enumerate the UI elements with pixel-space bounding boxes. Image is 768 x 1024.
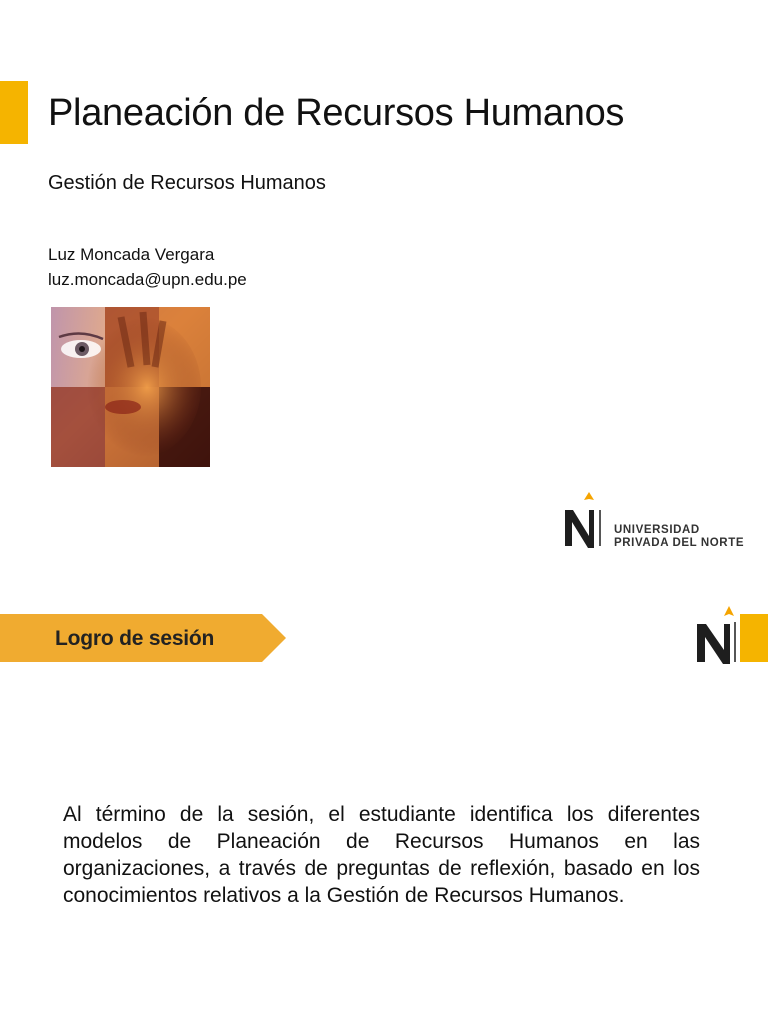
accent-bar [740, 614, 768, 662]
upn-logo-icon [694, 604, 740, 666]
logo-line-1: UNIVERSIDAD [614, 524, 700, 536]
accent-bar [0, 81, 28, 144]
author-email: luz.moncada@upn.edu.pe [48, 270, 247, 289]
objective-text: Al término de la sesión, el estudiante identifica los diferentes modelos de Planeación de Recursos Humanos en las organizaciones, a través de preguntas de reflexión, basado en los conocimientos relativos a la Gestión de Recursos Humanos. [63, 803, 700, 907]
section-heading: Logro de sesión [55, 627, 215, 650]
slide-subtitle: Gestión de Recursos Humanos [48, 172, 326, 194]
objective-slide [0, 512, 768, 1024]
cover-photo [51, 307, 210, 467]
logo-line-2: PRIVADA DEL NORTE [614, 537, 745, 549]
author-name: Luz Moncada Vergara [48, 245, 215, 264]
slide-title: Planeación de Recursos Humanos [48, 92, 625, 134]
